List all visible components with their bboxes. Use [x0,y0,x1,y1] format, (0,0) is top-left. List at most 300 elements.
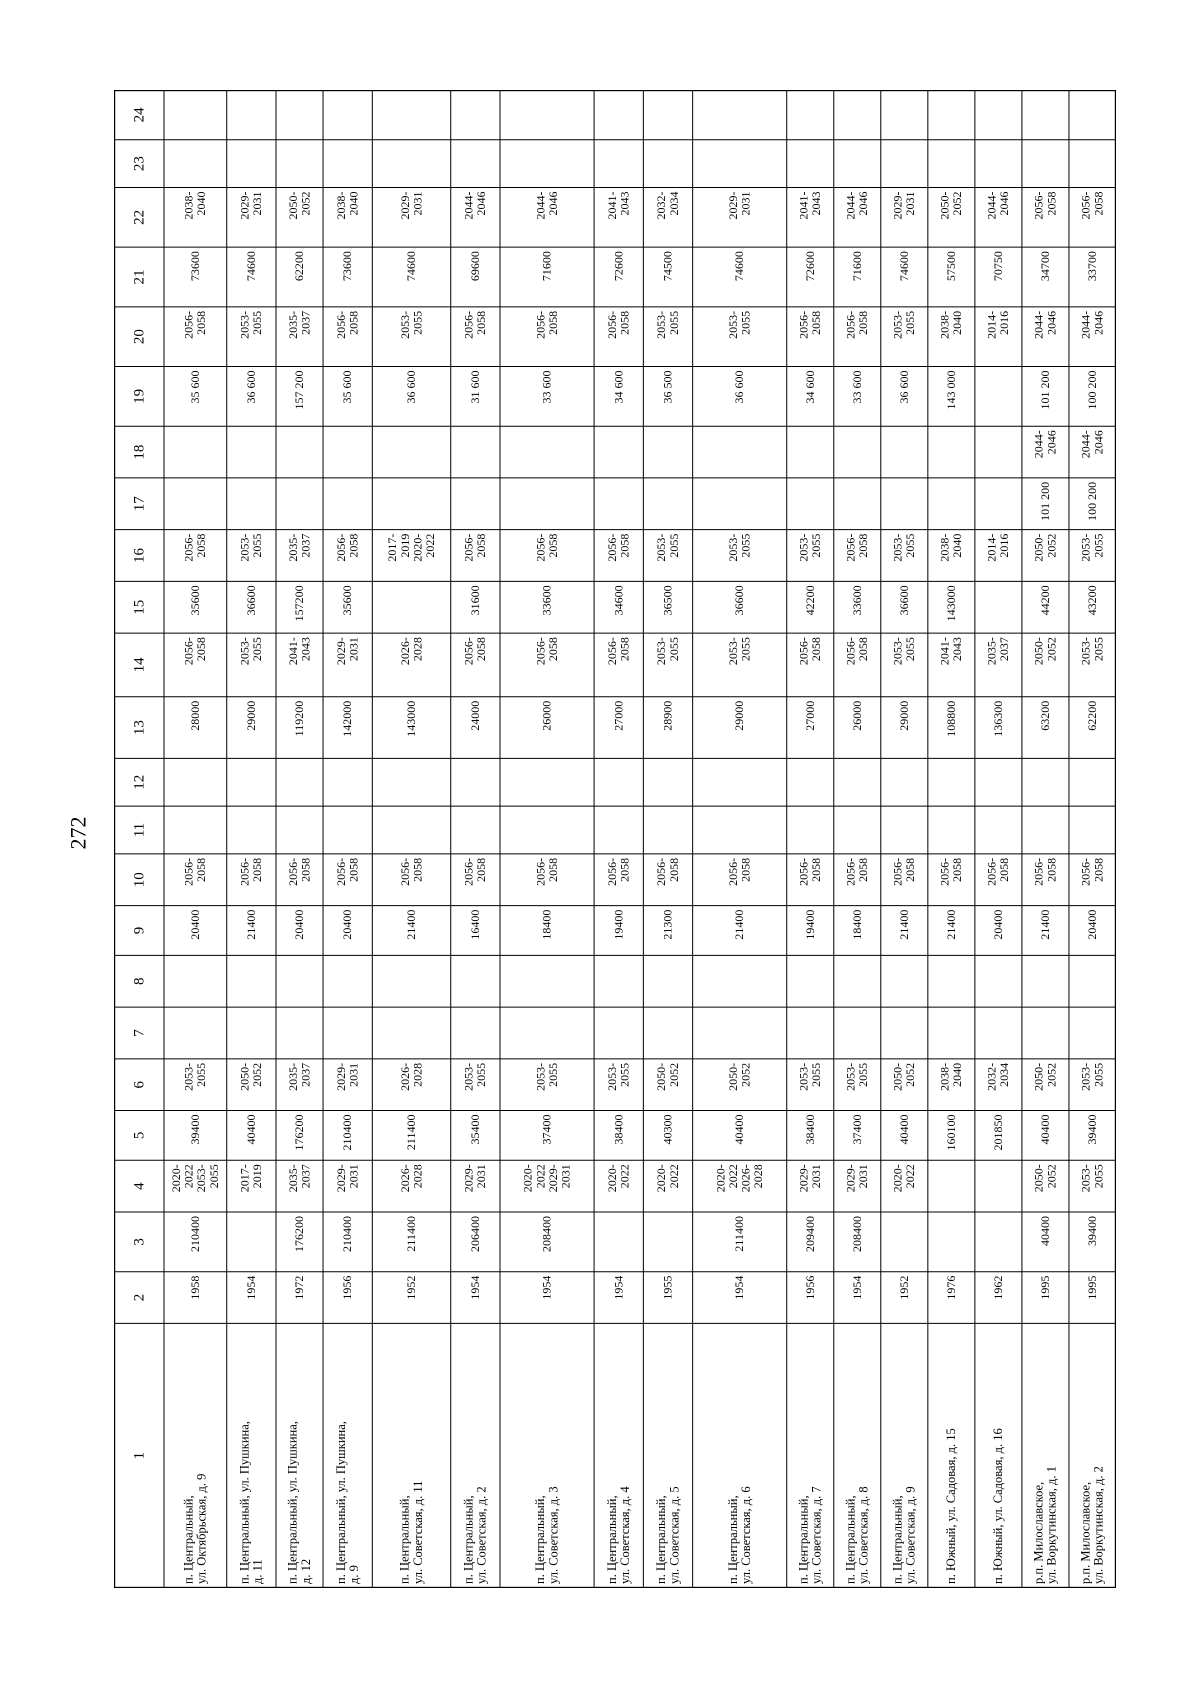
value-cell [462,191,489,219]
cell-text-line: 2029- [843,1164,858,1193]
value-cell [292,910,306,940]
cell-text-line: 2053- [237,310,252,339]
cell-text-line: 2031 [346,637,361,662]
cell-text-line: 209400 [802,1216,817,1253]
cell-text-line: п. Центральный, [533,1495,548,1584]
cell-text-line: 1995 [1085,1275,1100,1300]
cell-text-line: 206400 [467,1216,482,1253]
cell-text-line: 1962 [990,1275,1005,1300]
cell-text-line: 2035- [285,533,300,562]
address-cell [796,1486,823,1584]
cell-text-line: 2053- [654,310,669,339]
table-grid [114,90,1116,1588]
value-cell [540,1115,554,1145]
cell-text-line: 2028 [410,637,425,662]
cell-text-line: 2053- [1078,1062,1093,1091]
value-cell [1038,701,1052,731]
value-cell [726,191,753,219]
value-cell [244,701,258,731]
cell-text-line: 2031 [474,1164,489,1189]
cell-text-line: п. Южный, ул. Садовая, д. 16 [991,1428,1006,1584]
cell-text-line: 211400 [404,1114,419,1151]
cell-text-line: 2058 [346,533,361,558]
value-cell [985,311,1012,339]
value-cell [850,251,864,281]
cell-text-line: 2041- [285,637,300,666]
cell-text-line: 2056- [181,533,196,562]
cell-text-line: 29000 [243,700,258,731]
cell-text-line: 2046 [545,191,560,216]
cell-text-line: п. Центральный, [843,1495,858,1584]
cell-text-line: 2055 [617,1062,632,1087]
value-cell [611,1276,625,1300]
cell-text-line: 19400 [611,909,626,940]
value-cell [611,910,625,940]
cell-text-line: 2058 [809,310,824,335]
column-header [131,270,147,285]
address-cell [654,1486,681,1584]
cell-text-line: 1976 [943,1275,958,1300]
cell-text-line: 2046 [1044,430,1059,455]
value-cell [1085,251,1099,281]
cell-text-line: 2053- [796,1062,811,1091]
cell-text-line: ул. Советская, д. 3 [546,1486,561,1584]
value-cell [334,191,361,219]
value-cell [726,311,753,339]
cell-text-line: 2032- [984,1062,999,1091]
cell-text-line: 2043 [950,637,965,662]
cell-text-line: 2044- [461,191,476,220]
cell-text-line: 2034 [997,1062,1012,1087]
cell-text-line: 2052 [1044,1164,1059,1189]
value-cell [803,585,817,615]
cell-text-line: ул. Советская, д. 4 [617,1486,632,1584]
cell-text-line: 21400 [896,909,911,940]
cell-text-line: 23 [131,156,148,172]
cell-text-line: 119200 [292,700,307,737]
column-header [131,496,147,512]
value-cell [661,585,675,615]
cell-text-line: 2056- [181,857,196,886]
value-cell [286,1063,313,1091]
cell-text-line: 2058 [545,533,560,558]
column-header [131,329,147,344]
value-cell [182,637,209,665]
cell-text-line: 1952 [404,1275,419,1300]
cell-text-line: 2022 [725,1164,740,1189]
value-cell [938,191,965,219]
value-cell [292,1115,306,1151]
value-cell [533,311,560,339]
cell-text-line: 34600 [611,585,626,616]
cell-text-line: 21 [131,269,148,285]
value-cell [286,637,313,665]
column-header [131,1080,147,1088]
value-cell [533,534,560,562]
value-cell [462,637,489,665]
cell-text-line: п. Центральный, ул. Пушкина, [237,1421,252,1584]
cell-text-line: 13 [131,720,148,736]
value-cell [732,251,746,281]
cell-text-line: 2044- [1078,430,1093,459]
cell-text-line: 40400 [732,1114,747,1145]
cell-text-line: 20400 [187,909,202,940]
cell-text-line: 1954 [611,1275,626,1300]
cell-text-line: 2020- [410,533,425,562]
value-cell [944,585,958,621]
address-cell [181,1474,208,1584]
cell-text-line: 211400 [404,1216,419,1252]
cell-text-line: 2031 [346,1164,361,1189]
cell-text-line: 2040 [950,533,965,558]
cell-text-line: 2056- [604,857,619,886]
value-cell [188,371,202,404]
cell-text-line: 2038- [937,533,952,562]
cell-text-line: 2017- [385,533,400,562]
cell-text-line: 35600 [340,585,355,616]
cell-text-line: ул. Советская, д. 8 [856,1486,871,1584]
value-cell [732,910,746,940]
cell-text-line: 210400 [340,1216,355,1253]
value-cell [654,637,681,665]
value-cell [292,585,306,621]
value-cell [398,191,425,219]
cell-text-line: 2056- [984,857,999,886]
cell-text-line: 21400 [732,909,747,940]
cell-text-line: 2055 [738,637,753,662]
cell-text-line: 2019 [397,533,412,558]
value-cell [404,1276,418,1300]
cell-text-line: 2058 [856,310,871,335]
value-cell [991,251,1005,281]
cell-text-line: 2046 [1044,310,1059,335]
cell-text-line: 2052 [903,1062,918,1087]
cell-text-line: 2052 [738,1062,753,1087]
cell-text-line: 2029- [725,191,740,220]
cell-text-line: 2044- [843,191,858,220]
value-cell [1032,534,1059,562]
value-cell [238,858,265,886]
cell-text-line: 17 [131,496,148,512]
cell-text-line: 2031 [346,1062,361,1087]
cell-text-line: 2031 [250,191,265,216]
cell-text-line: 73600 [340,251,355,282]
value-cell [605,311,632,339]
value-cell [468,701,482,731]
cell-text-line: 38400 [611,1114,626,1145]
cell-text-line: 2020- [520,1164,535,1193]
cell-text-line: 12 [131,774,148,790]
value-cell [244,585,258,615]
value-cell [850,1216,864,1252]
cell-text-line: 2043 [617,191,632,216]
cell-text-line: 10 [131,872,148,888]
value-cell [1032,191,1059,219]
cell-text-line: 2044- [533,191,548,220]
address-cell [726,1486,753,1584]
cell-text-line: 2046 [1091,430,1106,455]
cell-text-line: 2038- [937,1062,952,1091]
cell-text-line: 2041- [796,191,811,220]
value-cell [1079,1063,1106,1091]
cell-text-line: 2056- [654,857,669,886]
cell-text-line: 2031 [558,1164,573,1189]
cell-text-line: 2056- [181,637,196,666]
value-cell [468,1115,482,1145]
cell-text-line: 2022 [181,1164,196,1189]
cell-text-line: ул. Воркутинская, д. 2 [1091,1466,1106,1584]
cell-text-line: 2053- [890,637,905,666]
cell-text-line: 2056- [890,857,905,886]
value-cell [991,1115,1005,1151]
address-cell [991,1428,1005,1584]
value-cell [605,534,632,562]
value-cell [844,1063,871,1091]
value-cell [654,191,681,219]
value-cell [244,251,258,281]
cell-text-line: 28900 [660,700,675,731]
value-cell [991,910,1005,940]
value-cell [540,910,554,940]
value-cell [1038,371,1052,410]
value-cell [891,1164,918,1192]
value-cell [1032,858,1059,886]
cell-text-line: 2058 [1044,191,1059,216]
cell-text-line: р.п. Милославское, [1031,1481,1046,1584]
cell-text-line: д. 12 [298,1558,313,1584]
cell-text-line: п. Центральный, [654,1495,669,1584]
column-header [131,977,147,985]
value-cell [844,191,871,219]
value-cell [286,534,313,562]
value-cell [188,1276,202,1300]
cell-text-line: 33 600 [849,370,864,404]
cell-text-line: ул. Советская, д. 11 [410,1480,425,1584]
value-cell [1079,1164,1106,1192]
cell-text-line: 57500 [943,251,958,282]
value-cell [985,858,1012,886]
cell-text-line: 2022 [666,1164,681,1189]
value-cell [944,1276,958,1300]
cell-text-line: 2026- [397,637,412,666]
cell-text-line: 2043 [809,191,824,216]
value-cell [286,1164,313,1192]
value-cell [796,1164,823,1192]
cell-text-line: 2055 [903,637,918,662]
value-cell [533,1063,560,1091]
column-header [131,872,147,887]
cell-text-line: 2055 [194,1062,209,1087]
value-cell [398,858,425,886]
value-cell [944,701,958,737]
value-cell [468,910,482,940]
value-cell [732,1115,746,1145]
cell-text-line: 1954 [539,1275,554,1300]
cell-text-line: 210400 [187,1216,202,1253]
cell-text-line: 2055 [738,533,753,558]
cell-text-line: 136300 [990,700,1005,737]
value-cell [1085,585,1099,615]
value-cell [1038,585,1052,615]
cell-text-line: 2052 [950,191,965,216]
cell-text-line: 2053- [1078,1164,1093,1193]
value-cell [654,1164,681,1192]
column-header [131,720,147,735]
value-cell [182,858,209,886]
cell-text-line: 2028 [751,1164,766,1189]
value-cell [938,1063,965,1091]
cell-text-line: 39400 [187,1114,202,1145]
cell-text-line: 2056- [1078,191,1093,220]
cell-text-line: п. Южный, ул. Садовая, д. 15 [944,1428,959,1584]
value-cell [803,371,817,404]
value-cell [244,1115,258,1145]
cell-text-line: 19400 [802,909,817,940]
address-cell [843,1486,870,1584]
value-cell [985,1063,1012,1091]
value-cell [468,1276,482,1300]
cell-text-line: 2056- [796,310,811,339]
value-cell [404,1216,418,1252]
value-cell [803,1216,817,1252]
column-header [131,775,147,790]
value-cell [897,910,911,940]
cell-text-line: 2055 [666,310,681,335]
cell-text-line: 36 600 [243,370,258,404]
cell-text-line: 2020- [168,1164,183,1193]
cell-text-line: 62200 [1085,700,1100,731]
cell-text-line: 38400 [802,1114,817,1145]
cell-text-line: 1956 [340,1275,355,1300]
value-cell [850,585,864,615]
cell-text-line: 1956 [802,1275,817,1300]
cell-text-line: 2053- [654,637,669,666]
cell-text-line: 26000 [539,700,554,731]
cell-text-line: 2029- [890,191,905,220]
value-cell [844,1164,871,1192]
address-cell [398,1481,425,1584]
cell-text-line: 14 [131,657,148,673]
column-header [131,823,147,837]
cell-text-line: 2058 [194,310,209,335]
value-cell [540,371,554,404]
value-cell [1085,910,1099,940]
value-cell [334,637,361,665]
cell-text-line: 73600 [187,251,202,282]
cell-text-line: 2055 [1091,1062,1106,1087]
cell-text-line: 42200 [802,585,817,616]
value-cell [844,637,871,665]
cell-text-line: д. 11 [250,1559,265,1584]
value-cell [938,311,965,339]
cell-text-line: 35400 [467,1114,482,1145]
value-cell [540,585,554,615]
value-cell [292,701,306,737]
cell-text-line: 2058 [617,533,632,558]
cell-text-line: 2056- [725,857,740,886]
cell-text-line: 2032- [654,191,669,220]
cell-text-line: 2055 [856,1062,871,1087]
cell-text-line: 143 000 [943,370,958,410]
value-cell [462,1063,489,1091]
cell-text-line: 4 [131,1182,148,1190]
value-cell [850,701,864,731]
cell-text-line: 2056- [843,857,858,886]
value-cell [1032,311,1059,339]
value-cell [340,371,354,404]
cell-text-line: п. Центральный, [890,1495,905,1584]
value-cell [238,1164,265,1192]
cell-text-line: 2056- [533,533,548,562]
cell-text-line: 2053- [237,533,252,562]
cell-text-line: 2056- [796,857,811,886]
cell-text-line: 2026- [738,1164,753,1193]
value-cell [292,371,306,410]
cell-text-line: 2029- [397,191,412,220]
cell-text-line: 2058 [1091,857,1106,882]
value-cell [611,701,625,731]
cell-text-line: 2058 [738,857,753,882]
value-cell [891,637,918,665]
value-cell [468,1216,482,1252]
cell-text-line: 7 [131,1029,148,1037]
cell-text-line: 2046 [1091,310,1106,335]
cell-text-line: 2053- [725,310,740,339]
cell-text-line: 2058 [809,637,824,662]
cell-text-line: 33 600 [539,370,554,404]
cell-text-line: 40400 [896,1114,911,1145]
value-cell [1038,1115,1052,1145]
column-header [131,1238,147,1246]
value-cell [334,1164,361,1192]
value-cell [891,858,918,886]
cell-text-line: 2040 [950,1062,965,1087]
cell-text-line: 2056- [237,857,252,886]
value-cell [726,858,753,886]
cell-text-line: 2050- [725,1062,740,1091]
cell-text-line: 40400 [243,1114,258,1145]
cell-text-line: 2058 [474,310,489,335]
cell-text-line: 20400 [292,909,307,940]
cell-text-line: 2058 [1044,857,1059,882]
cell-text-line: 2035- [285,1062,300,1091]
cell-text-line: 33700 [1085,251,1100,282]
cell-text-line: 74600 [732,251,747,282]
cell-text-line: 2037 [298,533,313,558]
cell-text-line: 31600 [467,585,482,616]
column-header [131,1182,147,1190]
address-cell [605,1486,632,1584]
value-cell [803,251,817,281]
address-cell [533,1486,560,1584]
cell-text-line: 2050- [1031,637,1046,666]
cell-text-line: 100 200 [1085,481,1100,521]
cell-text-line: 15 [131,599,148,615]
value-cell [796,637,823,665]
cell-text-line: 2020- [713,1164,728,1193]
cell-text-line: 2055 [809,533,824,558]
cell-text-line: 21400 [943,909,958,940]
cell-text-line: 71600 [849,251,864,282]
value-cell [944,251,958,281]
cell-text-line: 201850 [990,1114,1005,1151]
value-cell [654,858,681,886]
value-cell [334,858,361,886]
cell-text-line: 11 [131,822,148,838]
value-cell [897,701,911,731]
cell-text-line: 72600 [802,251,817,282]
value-cell [796,311,823,339]
